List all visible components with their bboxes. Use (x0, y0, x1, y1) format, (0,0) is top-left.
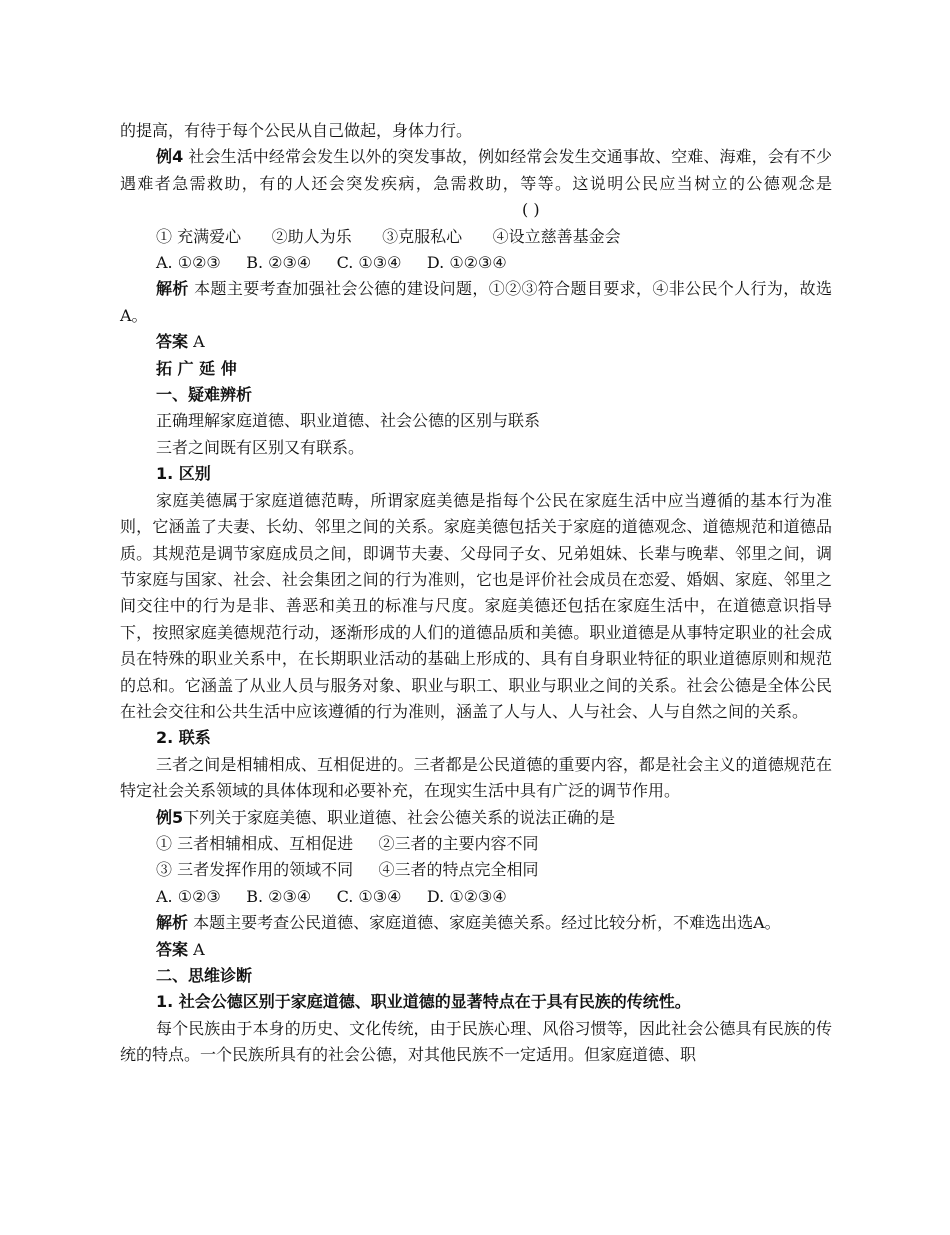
example-5-options-row-1: ① 三者相辅相成、互相促进 ②三者的主要内容不同 (156, 833, 539, 853)
answer-text: A (188, 939, 205, 959)
connection-paragraph: 三者之间是相辅相成、互相促进的。三者都是公民道德的重要内容，都是社会主义的道德规范在特定社会关系领域的具体体现和必要补充，在现实生活中具有广泛的调节作用。 (120, 754, 832, 801)
example-4-stem (120, 144, 832, 223)
example-4-text: 社会生活中经常会发生以外的突发事故，例如经常会发生交通事故、空难、海难，会有不少遇难者急需救助，有的人还会突发疾病，急需救助，等等。这说明公民应当树立的公德观念是 (120, 147, 832, 193)
answer-text: A (188, 332, 205, 352)
answer-blank: ( ) (522, 200, 540, 220)
example-4-choices: A. ①②③ B. ②③④ C. ①③④ D. ①②③④ (156, 253, 507, 273)
answer-label: 答案 (156, 939, 189, 959)
analysis-text: 本题主要考查加强社会公德的建设问题，①②③符合题目要求，④非公民个人行为，故选A。 (120, 279, 832, 325)
answer-label: 答案 (156, 332, 189, 352)
analysis-label: 解析 (156, 913, 189, 933)
document-page (120, 118, 832, 1069)
topic-intro: 三者之间既有区别又有联系。 (156, 437, 365, 457)
example-5-analysis (120, 910, 832, 936)
difference-paragraph: 家庭美德属于家庭道德范畴，所谓家庭美德是指每个公民在家庭生活中应当遵循的基本行为准则，它涵盖了夫妻、长幼、邻里之间的关系。家庭美德包括关于家庭的道德观念、道德规范和道德品质。其规范是调节家庭成员之间，即调节夫妻、父母同子女、兄弟姐妹、长辈与晚辈、邻里之间，调节家庭与国家、社会、社会集团之间的行为准则，它也是评价社会成员在恋爱、婚姻、家庭、邻里之间交往中的行为是非、善恶和美丑的标准与尺度。家庭美德还包括在家庭生活中，在道德意识指导下，按照家庭美德规范行动，逐渐形成的人们的道德品质和美德。职业道德是从事特定职业的社会成员在特殊的职业关系中，在长期职业活动的基础上形成的、具有自身职业特征的职业道德原则和规范的总和。它涵盖了从业人员与服务对象、职业与职工、职业与职业之间的关系。社会公德是全体公民在社会交往和公共生活中应该遵循的行为准则，涵盖了人与人、人与社会、人与自然之间的关系。 (120, 490, 832, 721)
analysis-text: 本题主要考查公民道德、家庭道德、家庭美德关系。经过比较分析，不难选出选A。 (188, 913, 781, 933)
example-5-text: 下列关于家庭美德、职业道德、社会公德关系的说法正确的是 (183, 807, 616, 827)
analysis-label: 解析 (156, 279, 189, 299)
example-4-label: 例4 (156, 147, 184, 167)
example-5-stem (120, 805, 832, 831)
paragraph-continuation: 的提高，有待于每个公民从自己做起，身体力行。 (120, 121, 473, 140)
example-5-options-row-2: ③ 三者发挥作用的领域不同 ④三者的特点完全相同 (156, 860, 539, 880)
section-1-heading: 一、疑难辨析 (156, 385, 253, 405)
example-5-answer (120, 937, 832, 963)
diagnosis-paragraph-1: 每个民族由于本身的历史、文化传统，由于民族心理、风俗习惯等，因此社会公德具有民族的传统的特点。一个民族所具有的社会公德，对其他民族不一定适用。但家庭道德、职 (120, 1018, 832, 1065)
section-extend-heading: 拓 广 延 伸 (156, 358, 237, 378)
section-2-heading: 二、思维诊断 (156, 966, 253, 985)
difference-heading: 1. 区别 (156, 464, 211, 484)
diagnosis-question-1: 1. 社会公德区别于家庭道德、职业道德的显著特点在于具有民族的传统性。 (156, 992, 691, 1012)
topic-line: 正确理解家庭道德、职业道德、社会公德的区别与联系 (156, 411, 541, 431)
example-4-options: ① 充满爱心 ②助人为乐 ③克服私心 ④设立慈善基金会 (156, 226, 621, 246)
example-5-label: 例5 (156, 807, 184, 827)
example-4-answer (120, 329, 832, 355)
connection-heading: 2. 联系 (156, 728, 211, 748)
example-5-choices: A. ①②③ B. ②③④ C. ①③④ D. ①②③④ (156, 886, 507, 906)
example-4-analysis (120, 276, 832, 329)
